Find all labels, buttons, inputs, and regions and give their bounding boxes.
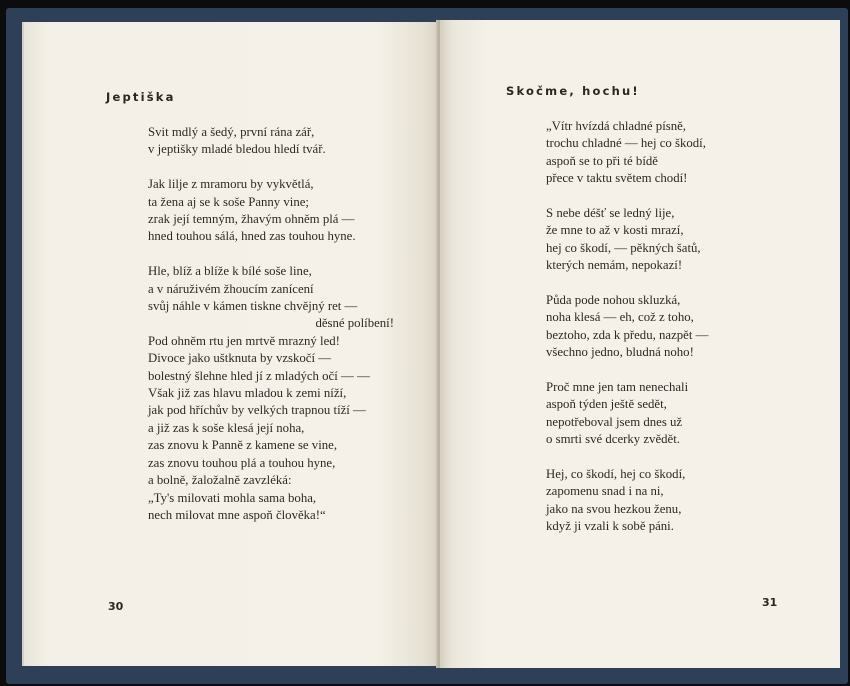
verse-line: hned touhou sálá, hned zas touhou hyne. (148, 229, 356, 244)
stanza-1 (148, 124, 394, 159)
verse-line: Divoce jako uštknuta by vzskočí — (148, 351, 332, 366)
verse-line: svůj náhle v kámen tiskne chvějný ret — (148, 299, 358, 314)
verse-line: beztoho, zda k předu, nazpět — (546, 327, 709, 342)
right-page (440, 20, 840, 668)
verse-line: Proč mne jen tam nenechali (546, 380, 689, 395)
poem-title-left: Jeptiška (106, 90, 176, 104)
verse-line: a bolně, žaložalně zavzléká: (148, 473, 292, 488)
stanza-4 (546, 379, 786, 449)
verse-line: Jak lilje z mramoru by vykvětlá, (148, 177, 314, 192)
verse-line: aspoň se to při té bídě (546, 153, 658, 168)
verse-line: Však již zas hlavu mladou k zemi níží, (148, 386, 347, 401)
verse-line: hej co škodí, — pěkných šatů, (546, 240, 701, 255)
verse-line: „Vítr hvízdá chladné písně, (546, 119, 687, 133)
left-page (22, 22, 438, 666)
verse-line: Pod ohněm rtu jen mrtvě mrazný led! (148, 333, 340, 348)
poem-body-left (148, 124, 394, 524)
verse-line: jako na svou hezkou ženu, (546, 501, 682, 516)
stanza-5 (546, 466, 786, 536)
poem-title-right: Skočme, hochu! (506, 84, 640, 98)
poem-body-right (546, 118, 786, 536)
verse-line: a v náruživém žhoucím zanícení (148, 281, 314, 296)
verse-line: S nebe déšť se ledný lije, (546, 206, 675, 221)
stanza-3 (148, 263, 394, 524)
stanza-2 (148, 176, 394, 246)
verse-line: že mne to až v kosti mrazí, (546, 223, 684, 238)
verse-line: „Ty's milovati mohla sama boha, (148, 490, 317, 505)
verse-line: noha klesá — eh, což z toho, (546, 310, 694, 325)
verse-line: ta žena aj se k soše Panny vine; (148, 194, 309, 209)
verse-line-indented: děsné políbení! (315, 316, 394, 331)
stanza-2 (546, 205, 786, 275)
verse-line: Svit mdlý a šedý, první rána zář, (148, 125, 315, 139)
stanza-3 (546, 292, 786, 362)
verse-line: a již zas k soše klesá její noha, (148, 420, 305, 435)
verse-line: zapomenu snad i na ni, (546, 484, 664, 499)
verse-line: bolestný šlehne hled jí z mladých očí — — (148, 368, 370, 383)
verse-line: přece v taktu světem chodí! (546, 171, 688, 186)
verse-line: nepotřeboval jsem dnes už (546, 414, 683, 429)
verse-line: zas znovu k Panně z kamene se vine, (148, 438, 338, 453)
verse-line: Hej, co škodí, hej co škodí, (546, 467, 686, 482)
page-number-right: 31 (762, 596, 778, 609)
verse-line: trochu chladné — hej co škodí, (546, 136, 706, 151)
page-number-left: 30 (108, 600, 124, 613)
verse-line: když ji vzali k sobě páni. (546, 519, 674, 534)
verse-line: jak pod hříchův by velkých trapnou tíží — (148, 403, 366, 418)
verse-line: nech milovat mne aspoň člověka!“ (148, 507, 326, 522)
verse-line: v jeptišky mladé bledou hledí tvář. (148, 142, 326, 157)
verse-line: kterých nemám, nepokazí! (546, 258, 683, 273)
verse-line: Hle, blíž a blíže k bílé soše line, (148, 264, 312, 279)
verse-line: zas znovu touhou plá a touhou hyne, (148, 455, 336, 470)
verse-line: všechno jedno, bludná noho! (546, 345, 694, 360)
verse-line: Půda pode nohou skluzká, (546, 293, 681, 308)
verse-line: zrak její temným, žhavým ohněm plá — (148, 212, 355, 227)
verse-line: aspoň týden ještě sedět, (546, 397, 667, 412)
verse-line: o smrti své dcerky zvědět. (546, 432, 680, 447)
stanza-1 (546, 118, 786, 188)
